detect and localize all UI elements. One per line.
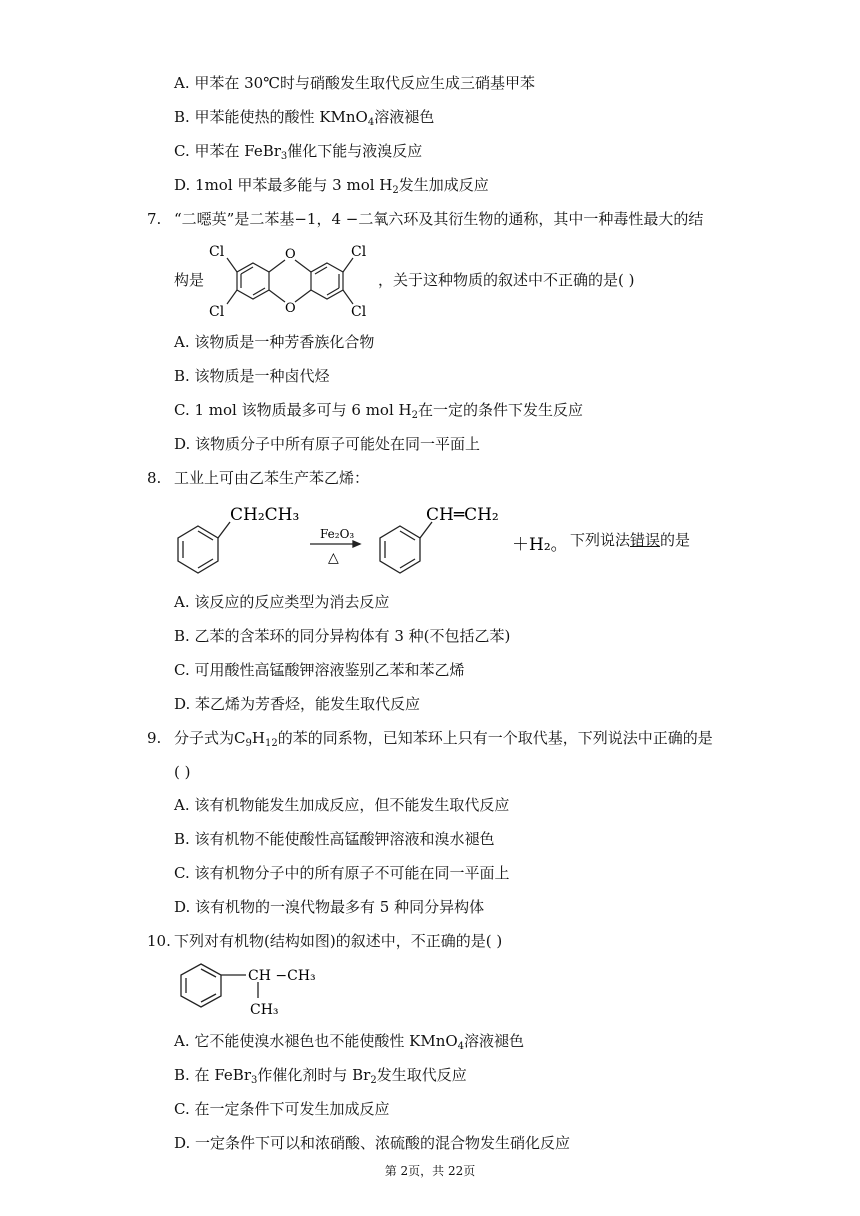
product-substituent: CH═CH₂ [426,505,499,525]
q10-option-b: B. 在 FeBr$_3$作催化剂时与 $Br_2$发生取代反应 [174,1066,467,1086]
q8-number: 8. [147,469,162,487]
o-label: O [285,247,296,262]
q7-struct-post: ，关于这种物质的叙述中不正确的是( ) [378,271,635,289]
q8-option-b: B. 乙苯的含苯环的同分异构体有 3 种(不包括乙苯) [174,627,511,645]
q9-number: 9. [147,729,162,747]
substituent-bottom: CH₃ [250,1002,279,1018]
q8-option-a: A. 该反应的反应类型为消去反应 [174,593,390,611]
q7-option-a: A. 该物质是一种芳香族化合物 [174,333,375,351]
q8-tail: 下列说法错误的是 [570,531,691,549]
q7-struct-pre: 构是 [174,271,205,289]
q10-option-c: C. 在一定条件下可发生加成反应 [174,1100,390,1118]
substituent-top: CH −CH₃ [248,968,316,984]
q7-option-c: C. 1 mol 该物质最多可与 6 mol $H_2$在一定的条件下发生反应 [174,401,583,421]
q6-option-b: B. 甲苯能使热的酸性 KMnO$_4$溶液褪色 [174,108,435,128]
catalyst-label: Fe₂O₃ [320,527,355,541]
q9-option-a: A. 该有机物能发生加成反应，但不能发生取代反应 [174,796,510,814]
q6-option-c: C. 甲苯在 FeBr$_3$催化下能与液溴反应 [174,142,423,162]
o-label: O [285,301,296,316]
q6-option-a: A. 甲苯在 30℃时与硝酸发生取代反应生成三硝基甲苯 [174,74,536,92]
q8-option-c: C. 可用酸性高锰酸钾溶液鉴别乙苯和苯乙烯 [174,661,465,679]
reactant-substituent: CH₂CH₃ [230,505,300,525]
q10-number: 10. [147,932,171,950]
q10-option-d: D. 一定条件下可以和浓硝酸、浓硫酸的混合物发生硝化反应 [174,1134,571,1152]
q9-option-b: B. 该有机物不能使酸性高锰酸钾溶液和溴水褪色 [174,830,495,848]
cl-label: Cl [351,304,367,318]
q8-text: 工业上可由乙苯生产苯乙烯： [174,469,370,487]
q9-option-d: D. 该有机物的一溴代物最多有 5 种同分异构体 [174,898,485,916]
page-footer: 第 2页，共 22页 [384,1164,476,1178]
dioxin-structure [205,240,375,318]
cl-label: Cl [209,304,225,318]
q7-option-b: B. 该物质是一种卤代烃 [174,367,330,385]
q9-paren: ( ) [174,763,191,781]
q6-option-d: D. 1mol 甲苯最多能与 3 mol $H_2$发生加成反应 [174,176,489,196]
q8-option-d: D. 苯乙烯为芳香烃，能发生取代反应 [174,695,421,713]
q7-option-d: D. 该物质分子中所有原子可能处在同一平面上 [174,435,481,453]
reaction-scheme [170,498,570,580]
condition-label: △ [328,550,339,566]
cl-label: Cl [209,244,225,260]
q10-text: 下列对有机物(结构如图)的叙述中，不正确的是( ) [174,932,503,950]
q9-option-c: C. 该有机物分子中的所有原子不可能在同一平面上 [174,864,510,882]
byproduct-label: ＋H₂。 [512,535,568,555]
cumene-structure [172,958,332,1020]
q7-text: “二噁英”是二苯基−1，4 −二氧六环及其衍生物的通称，其中一种毒性最大的结 [174,210,704,228]
q10-option-a: A. 它不能使溴水褪色也不能使酸性 KMnO$_4$溶液褪色 [174,1032,525,1052]
q7-number: 7. [147,210,162,228]
cl-label: Cl [351,244,367,260]
q9-text: 分子式为$C_9H_{12}$的苯的同系物，已知苯环上只有一个取代基，下列说法中正确的是 [174,729,713,749]
